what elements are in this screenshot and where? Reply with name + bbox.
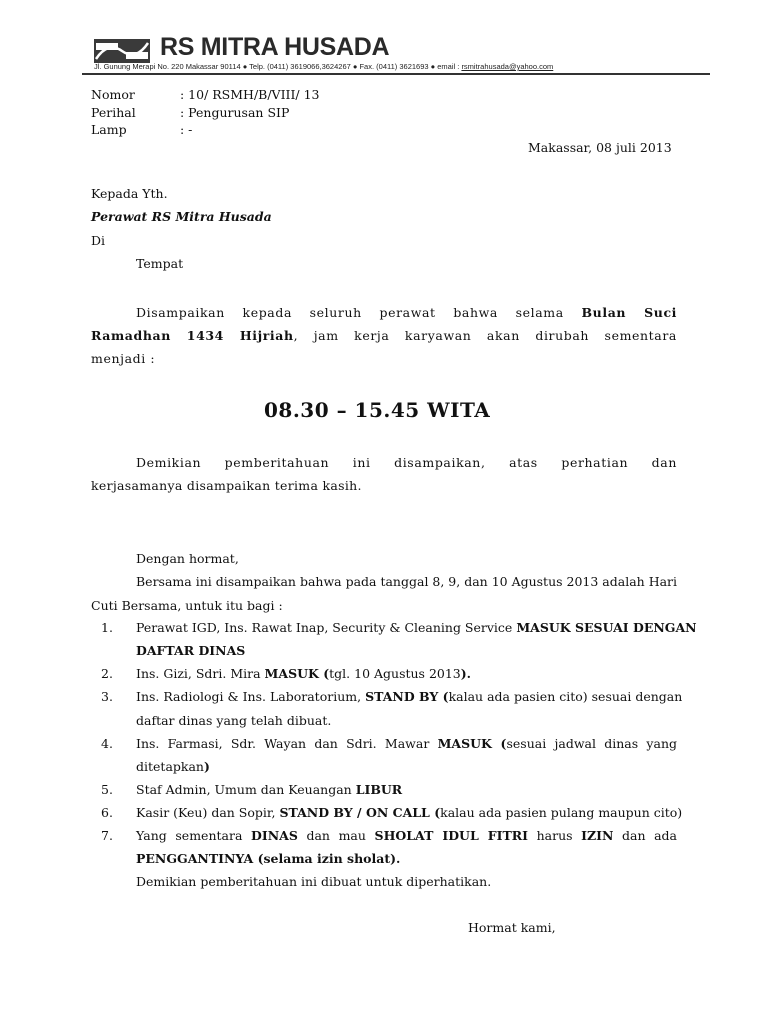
list-item: Perawat IGD, Ins. Rawat Inap, Security & Cleaning Service MASUK SESUAI DENGAN xyxy=(136,620,697,635)
list-item-cont: PENGGANTINYA (selama izin sholat). xyxy=(136,851,401,866)
letter-date: Makassar, 08 juli 2013 xyxy=(528,140,672,155)
intro-line1: Bersama ini disampaikan bahwa pada tanggal 8, 9, dan 10 Agustus 2013 adalah Hari xyxy=(136,574,678,589)
item-number: 2. xyxy=(101,666,113,681)
perihal-value: : Pengurusan SIP xyxy=(180,105,290,120)
body1-line3: menjadi : xyxy=(91,351,156,366)
list-item: Kasir (Keu) dan Sopir, STAND BY / ON CALL (kalau ada pasien pulang maupun cito) xyxy=(136,805,683,820)
list-item-cont: daftar dinas yang telah dibuat. xyxy=(136,713,332,728)
body1-line1: Disampaikan kepada seluruh perawat bahwa selama Bulan Suci xyxy=(136,305,678,320)
hospital-logo xyxy=(94,39,150,63)
item-number: 6. xyxy=(101,805,113,820)
perihal-label: Perihal xyxy=(91,105,136,120)
tempat-label: Tempat xyxy=(136,256,184,271)
hospital-name: RS MITRA HUSADA xyxy=(160,33,390,61)
item-number: 7. xyxy=(101,828,113,843)
body2-line2: kerjasamanya disampaikan terima kasih. xyxy=(91,478,362,493)
list-item-cont: DAFTAR DINAS xyxy=(136,643,246,658)
list-item-cont: ditetapkan) xyxy=(136,759,210,774)
item-number: 4. xyxy=(101,736,113,751)
nomor-label: Nomor xyxy=(91,87,135,102)
work-hours: 08.30 – 15.45 WITA xyxy=(264,398,491,422)
lamp-value: : - xyxy=(180,122,193,137)
recipient: Perawat RS Mitra Husada xyxy=(91,209,272,224)
greeting: Kepada Yth. xyxy=(91,186,168,201)
body2-line1: Demikian pemberitahuan ini disampaikan, atas perhatian dan xyxy=(136,455,677,470)
signoff: Hormat kami, xyxy=(468,920,556,935)
di-label: Di xyxy=(91,233,106,248)
email-link[interactable]: rsmitrahusada@yahoo.com xyxy=(461,62,554,71)
salutation: Dengan hormat, xyxy=(136,551,239,566)
item-number: 3. xyxy=(101,689,113,704)
lamp-label: Lamp xyxy=(91,122,127,137)
list-item: Staf Admin, Umum dan Keuangan LIBUR xyxy=(136,782,403,797)
body1-line2: Ramadhan 1434 Hijriah, jam kerja karyawan akan dirubah sementara xyxy=(91,328,677,343)
list-item: Yang sementara DINAS dan mau SHOLAT IDUL FITRI harus IZIN dan ada xyxy=(136,828,678,843)
item-number: 1. xyxy=(101,620,113,635)
hospital-address: Jl. Gunung Merapi No. 220 Makassar 90114 ● Telp. (0411) 3619066,3624267 ● Fax. (0411) 3621693 ● email : rsmitrahusada@yahoo.com xyxy=(94,62,554,71)
list-item: Ins. Gizi, Sdri. Mira MASUK (tgl. 10 Agustus 2013). xyxy=(136,666,472,681)
list-item: Ins. Farmasi, Sdr. Wayan dan Sdri. Mawar MASUK (sesuai jadwal dinas yang xyxy=(136,736,678,751)
item-number: 5. xyxy=(101,782,113,797)
nomor-value: : 10/ RSMH/B/VIII/ 13 xyxy=(180,87,320,102)
header-divider xyxy=(82,73,710,75)
intro-line2: Cuti Bersama, untuk itu bagi : xyxy=(91,598,283,613)
list-item: Ins. Radiologi & Ins. Laboratorium, STAND BY (kalau ada pasien cito) sesuai dengan xyxy=(136,689,683,704)
closing-line: Demikian pemberitahuan ini dibuat untuk diperhatikan. xyxy=(136,874,492,889)
